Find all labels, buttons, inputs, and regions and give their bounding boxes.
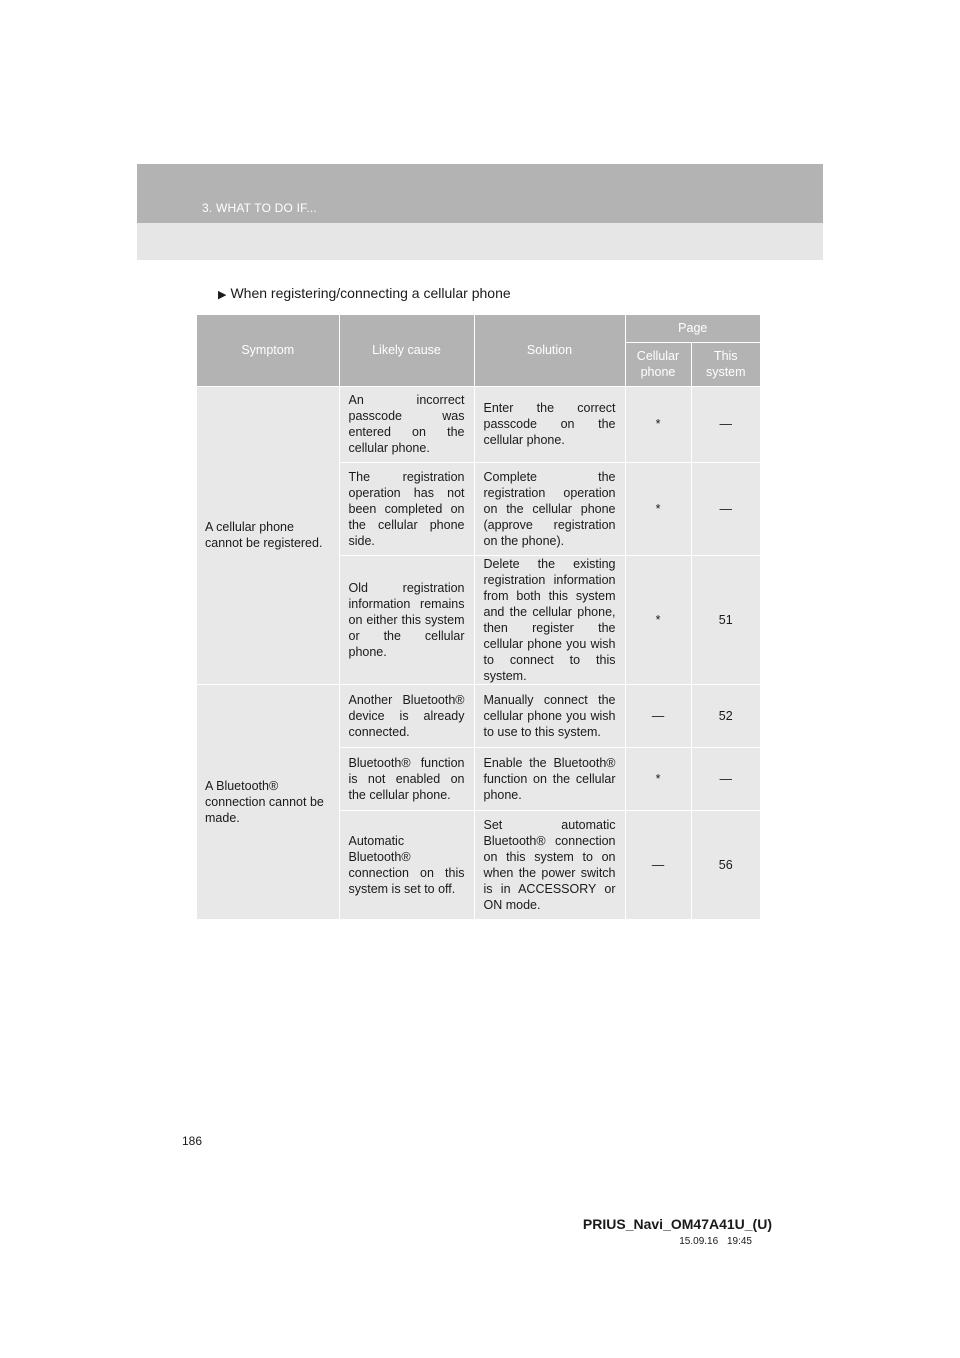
header-subband bbox=[137, 223, 823, 260]
cellular-page-cell: — bbox=[625, 810, 691, 919]
troubleshooting-table bbox=[197, 315, 760, 920]
system-page-cell: 52 bbox=[691, 684, 760, 747]
system-page-cell: — bbox=[691, 462, 760, 555]
table-row bbox=[197, 684, 760, 747]
system-page-cell: — bbox=[691, 747, 760, 810]
cause-cell: An incorrect passcode was entered on the cellular phone. bbox=[339, 386, 474, 462]
subheading-text: When registering/connecting a cellular phone bbox=[230, 285, 511, 301]
cause-cell: The registration operation has not been completed on the cellular phone side. bbox=[339, 462, 474, 555]
solution-cell: Complete the registration operation on the cellular phone (approve registration on the phone). bbox=[474, 462, 625, 555]
header-this-system: This system bbox=[691, 342, 760, 386]
cellular-page-cell: * bbox=[625, 555, 691, 684]
cellular-page-cell: * bbox=[625, 747, 691, 810]
document-id: PRIUS_Navi_OM47A41U_(U) bbox=[582, 1216, 772, 1232]
section-title: 3. WHAT TO DO IF... bbox=[202, 201, 317, 215]
cellular-page-cell: * bbox=[625, 386, 691, 462]
solution-cell: Set automatic Bluetooth® connection on this system to on when the power switch is in ACCESSORY or ON mode. bbox=[474, 810, 625, 919]
header-likely-cause: Likely cause bbox=[339, 315, 474, 386]
solution-cell: Enable the Bluetooth® function on the cellular phone. bbox=[474, 747, 625, 810]
solution-cell: Delete the existing registration information from both this system and the cellular phone, then register the cellular phone you wish to connect to this system. bbox=[474, 555, 625, 684]
solution-cell: Manually connect the cellular phone you wish to use to this system. bbox=[474, 684, 625, 747]
header-cellular-phone: Cellular phone bbox=[625, 342, 691, 386]
cause-cell: Automatic Bluetooth® connection on this system is set to off. bbox=[339, 810, 474, 919]
subheading bbox=[218, 285, 511, 301]
header-solution: Solution bbox=[474, 315, 625, 386]
print-date: 15.09.16 bbox=[679, 1236, 719, 1247]
cause-cell: Old registration information remains on either this system or the cellular phone. bbox=[339, 555, 474, 684]
cause-cell: Bluetooth® function is not enabled on the cellular phone. bbox=[339, 747, 474, 810]
header-page: Page bbox=[625, 315, 760, 342]
page-number: 186 bbox=[182, 1134, 203, 1148]
system-page-cell: — bbox=[691, 386, 760, 462]
symptom-cell: A Bluetooth® connection cannot be made. bbox=[197, 684, 339, 919]
system-page-cell: 56 bbox=[691, 810, 760, 919]
cellular-page-cell: * bbox=[625, 462, 691, 555]
system-page-cell: 51 bbox=[691, 555, 760, 684]
symptom-cell: A cellular phone cannot be registered. bbox=[197, 386, 339, 684]
cellular-page-cell: — bbox=[625, 684, 691, 747]
table-row bbox=[197, 386, 760, 462]
header-symptom: Symptom bbox=[197, 315, 339, 386]
triangle-right-icon: ▶ bbox=[218, 289, 227, 301]
solution-cell: Enter the correct passcode on the cellular phone. bbox=[474, 386, 625, 462]
print-time: 19:45 bbox=[726, 1236, 752, 1247]
print-timestamp bbox=[679, 1236, 752, 1247]
cause-cell: Another Bluetooth® device is already connected. bbox=[339, 684, 474, 747]
